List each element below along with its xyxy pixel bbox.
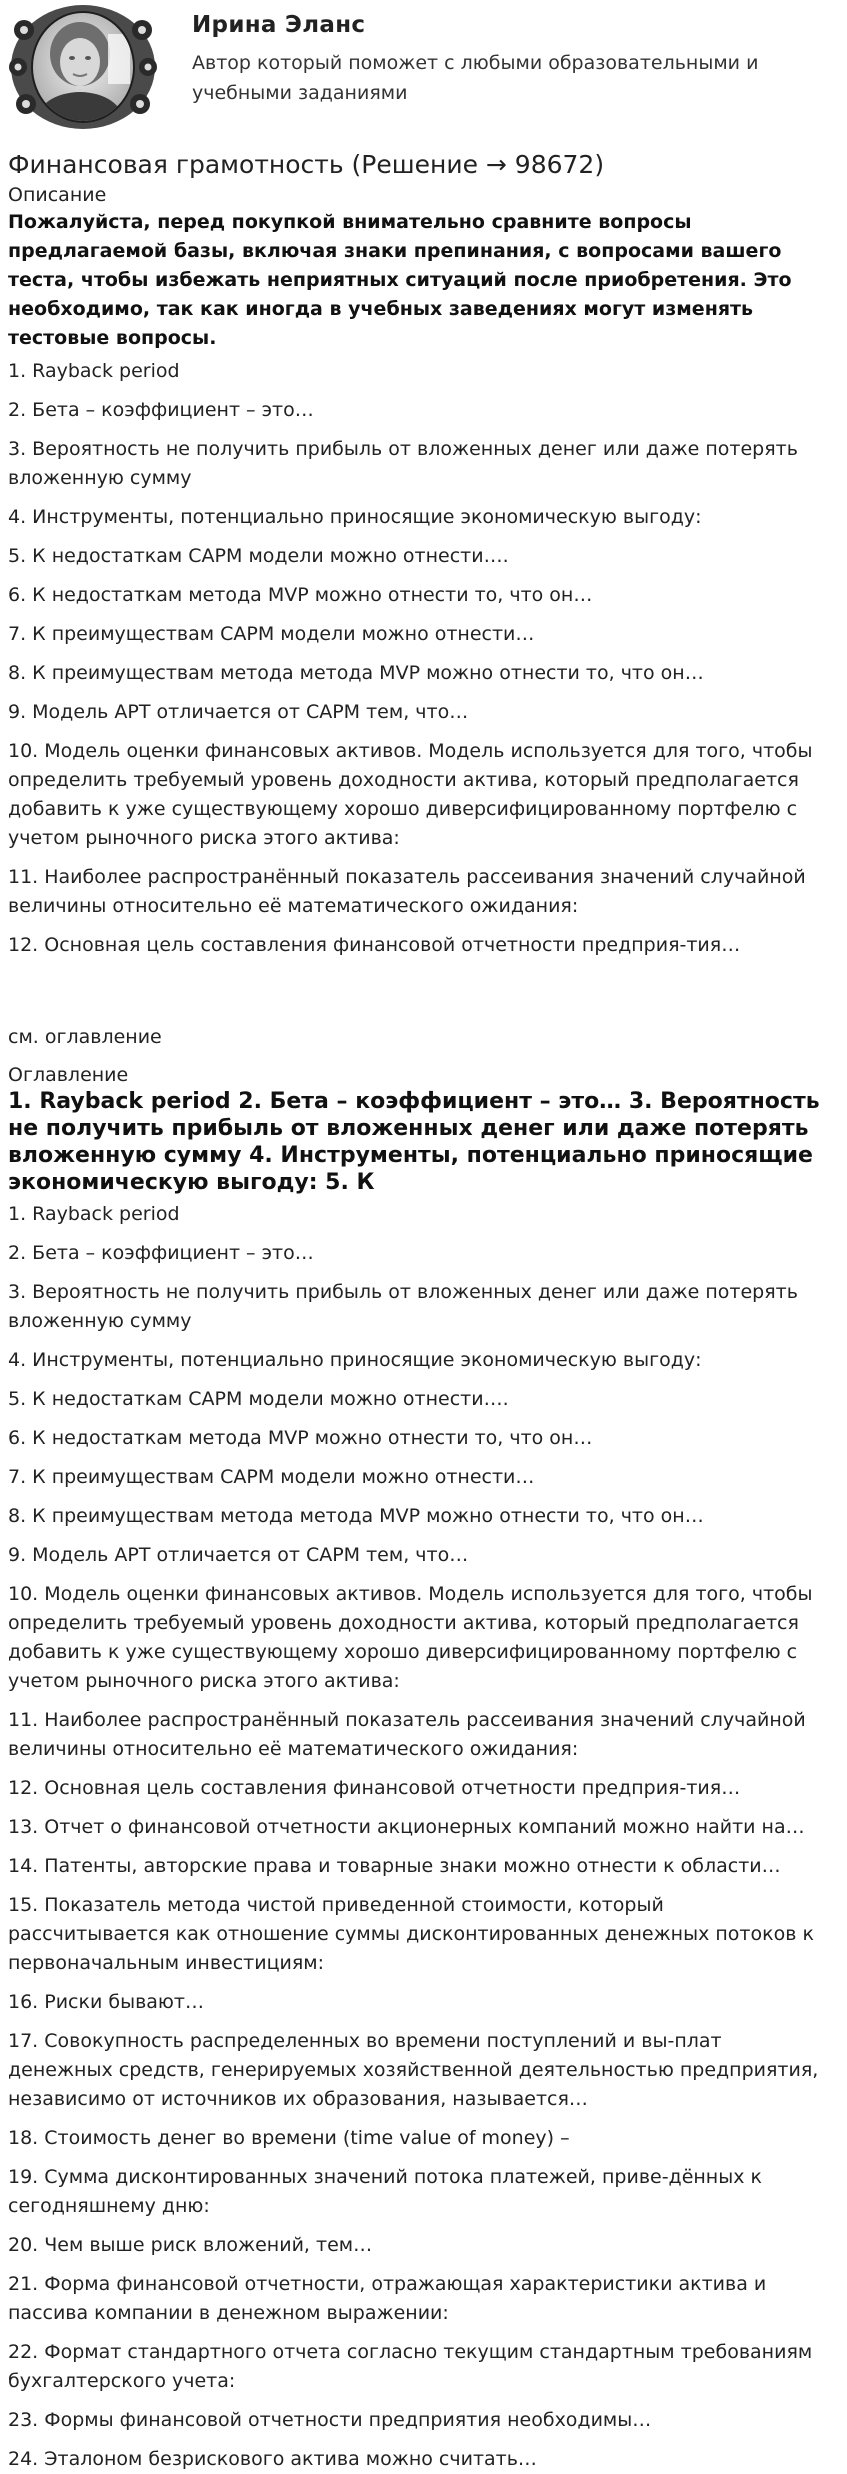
toc-question: 15. Показатель метода чистой приведенной стоимости, который рассчитывается как отношение суммы дисконтированных денежных потоков к первоначальным инвестициям: <box>8 1894 814 1974</box>
toc-question: 17. Совокупность распределенных во времени поступлений и вы-плат денежных средств, генерируемых хозяйственной деятельностью предприятия, независимо от источников их образования, называется… <box>8 2030 819 2110</box>
toc-heading: 1. Rayback period 2. Бета – коэффициент – это… 3. Вероятность не получить прибыль от вложенных денег или даже потерять вложенную сумму 4. Инструменты, потенциально приносящие экономическую выгоду: 5. К <box>8 1089 820 1195</box>
description-question: 7. К преимуществам CAPM модели можно отнести… <box>8 623 535 645</box>
purchase-warning: Пожалуйста, перед покупкой внимательно сравните вопросы предлагаемой базы, включая знаки препинания, с вопросами вашего теста, чтобы избежать неприятных ситуаций после приобретения. Это необходимо, так как иногда в учебных заведениях могут изменять тестовые вопросы. <box>8 211 792 349</box>
toc-question-list <box>8 1200 839 2474</box>
toc-question: 20. Чем выше риск вложений, тем… <box>8 2234 373 2256</box>
description-question: 2. Бета – коэффициент – это… <box>8 399 314 421</box>
toc-question: 8. К преимуществам метода метода MVP можно отнести то, что он… <box>8 1505 704 1527</box>
page-title: Финансовая грамотность (Решение → 98672) <box>8 150 605 179</box>
toc-question: 6. К недостаткам метода MVP можно отнести то, что он… <box>8 1427 593 1449</box>
toc-question: 11. Наиболее распространённый показатель рассеивания значений случайной величины относительно её математического ожидания: <box>8 1709 806 1760</box>
toc-question: 7. К преимуществам CAPM модели можно отнести… <box>8 1466 535 1488</box>
description-question: 3. Вероятность не получить прибыль от вложенных денег или даже потерять вложенную сумму <box>8 438 798 489</box>
toc-question: 2. Бета – коэффициент – это… <box>8 1242 314 1264</box>
toc-question: 24. Эталоном безрискового актива можно считать… <box>8 2448 537 2470</box>
description-question: 11. Наиболее распространённый показатель рассеивания значений случайной величины относительно её математического ожидания: <box>8 866 806 917</box>
toc-question: 12. Основная цель составления финансовой отчетности предприя-тия… <box>8 1777 741 1799</box>
description-question: 4. Инструменты, потенциально приносящие экономическую выгоду: <box>8 506 702 528</box>
author-avatar[interactable] <box>8 4 158 130</box>
toc-question: 21. Форма финансовой отчетности, отражающая характеристики актива и пассива компании в денежном выражении: <box>8 2273 767 2324</box>
film-frame-icon <box>8 4 158 130</box>
toc-question: 4. Инструменты, потенциально приносящие экономическую выгоду: <box>8 1349 702 1371</box>
author-block <box>8 0 839 140</box>
toc-label: Оглавление <box>8 1064 129 1086</box>
toc-question: 10. Модель оценки финансовых активов. Модель используется для того, чтобы определить требуемый уровень доходности актива, который предполагается добавить к уже существующему хорошо диверсифицированному портфелю с учетом рыночного риска этого актива: <box>8 1583 813 1692</box>
author-description: Автор который поможет с любыми образовательными и учебными заданиями <box>192 52 759 104</box>
toc-question: 3. Вероятность не получить прибыль от вложенных денег или даже потерять вложенную сумму <box>8 1281 798 1332</box>
toc-question: 22. Формат стандартного отчета согласно текущим стандартным требованиям бухгалтерского учета: <box>8 2341 813 2392</box>
toc-question: 18. Стоимость денег во времени (time value of money) – <box>8 2127 570 2149</box>
toc-question: 14. Патенты, авторские права и товарные знаки можно отнести к области… <box>8 1855 781 1877</box>
toc-question: 9. Модель APT отличается от CAPM тем, что… <box>8 1544 469 1566</box>
description-question: 9. Модель APT отличается от CAPM тем, что… <box>8 701 469 723</box>
toc-question: 1. Rayback period <box>8 1203 180 1225</box>
toc-question: 16. Риски бывают… <box>8 1991 204 2013</box>
description-question: 5. К недостаткам CAPM модели можно отнести…. <box>8 545 509 567</box>
see-toc-link[interactable]: см. оглавление <box>8 1026 162 1048</box>
author-info <box>192 12 812 108</box>
toc-question: 19. Сумма дисконтированных значений потока платежей, приве-дённых к сегодняшнему дню: <box>8 2166 762 2217</box>
toc-question: 5. К недостаткам CAPM модели можно отнести…. <box>8 1388 509 1410</box>
description-question: 8. К преимуществам метода метода MVP можно отнести то, что он… <box>8 662 704 684</box>
description-question: 12. Основная цель составления финансовой отчетности предприя-тия… <box>8 934 741 956</box>
description-question-list <box>8 357 839 960</box>
description-question: 6. К недостаткам метода MVP можно отнести то, что он… <box>8 584 593 606</box>
toc-question: 23. Формы финансовой отчетности предприятия необходимы… <box>8 2409 652 2431</box>
description-question: 10. Модель оценки финансовых активов. Модель используется для того, чтобы определить требуемый уровень доходности актива, который предполагается добавить к уже существующему хорошо диверсифицированному портфелю с учетом рыночного риска этого актива: <box>8 740 813 849</box>
toc-question: 13. Отчет о финансовой отчетности акционерных компаний можно найти на… <box>8 1816 805 1838</box>
description-label: Описание <box>8 184 107 206</box>
description-question: 1. Rayback period <box>8 360 180 382</box>
author-name[interactable]: Ирина Эланс <box>192 12 366 38</box>
